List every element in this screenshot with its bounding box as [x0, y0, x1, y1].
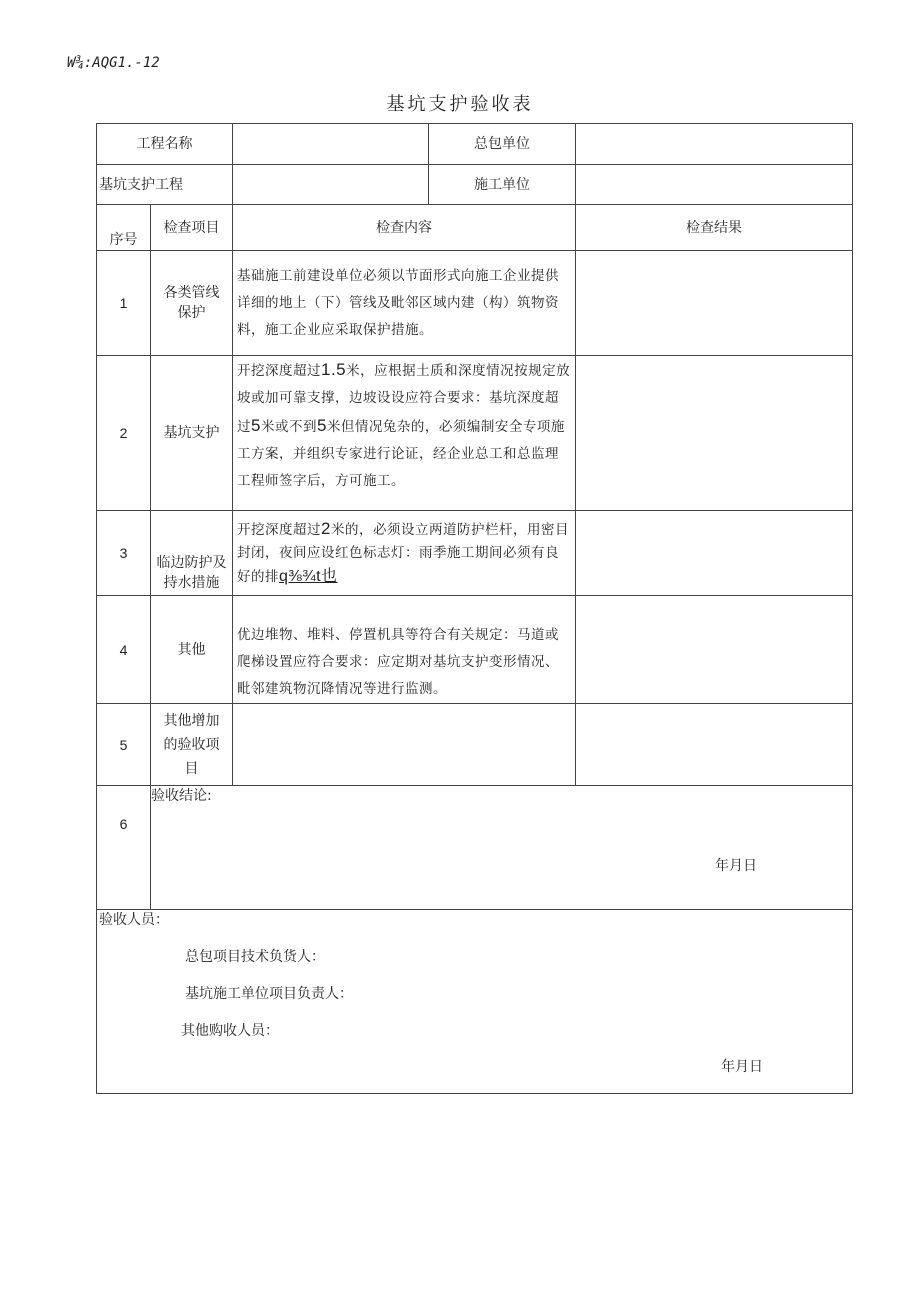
row-number: 1 — [97, 251, 151, 356]
table-row — [97, 704, 853, 786]
check-result-field[interactable] — [576, 251, 853, 356]
check-item: 临边防护及持水措施 — [151, 511, 233, 596]
content-number: 5 — [251, 416, 261, 435]
row-number: 2 — [97, 356, 151, 511]
pit-project-label: 基坑支护工程 — [97, 165, 233, 205]
check-item: 其他增加的验收项目 — [151, 704, 233, 786]
table-row — [97, 596, 853, 704]
garbled-text: q⅜¾t也 — [279, 568, 338, 585]
construction-unit-field[interactable] — [576, 165, 853, 205]
col-item-header: 检查项目 — [151, 205, 233, 251]
construction-unit-label: 施工单位 — [429, 165, 576, 205]
row-number: 4 — [97, 596, 151, 704]
content-text: 米但情况兔杂的，必须编制安全专项施工方案，并组织专家进行论证，经企业总工和总监理工程师签字后，方可施工。 — [237, 419, 565, 489]
other-staff-signature[interactable]: 其他购收人员： — [181, 1023, 279, 1039]
row-number: 5 — [97, 704, 151, 786]
check-item: 各类管线保护 — [151, 251, 233, 356]
check-content: 基础施工前建设单位必须以节面形式向施工企业提供详细的地上（下）管线及毗邻区域内建（构）筑物资料，施工企业应采取保护措施。 — [233, 251, 576, 356]
content-text: 开挖深度超过 — [237, 522, 321, 538]
pit-unit-lead-signature[interactable]: 基坑施工单位项目负责人： — [185, 986, 353, 1002]
check-item: 其他 — [151, 596, 233, 704]
header-row-project — [97, 124, 853, 165]
check-content — [233, 511, 576, 596]
check-content: 优边堆物、堆料、停置机具等符合有关规定：马道或爬梯设置应符合要求：应定期对基坑支护变形情况、毗邻建筑物沉降情况等进行监测。 — [233, 596, 576, 704]
project-name-field[interactable] — [233, 124, 429, 165]
pit-project-field[interactable] — [233, 165, 429, 205]
table-row — [97, 251, 853, 356]
conclusion-row — [97, 786, 853, 910]
row-number: 3 — [97, 511, 151, 596]
staff-date: 年月日 — [721, 1059, 763, 1075]
conclusion-label: 验收结论: — [151, 788, 212, 804]
column-header-row — [97, 205, 853, 251]
check-content — [233, 356, 576, 511]
content-number: 2 — [321, 519, 331, 538]
row-number: 6 — [97, 786, 151, 910]
check-result-field[interactable] — [576, 511, 853, 596]
content-text: 开挖深度超过 — [237, 363, 321, 379]
staff-label: 验收人员： — [99, 912, 169, 928]
check-item: 基坑支护 — [151, 356, 233, 511]
general-contractor-field[interactable] — [576, 124, 853, 165]
check-result-field[interactable] — [576, 704, 853, 786]
table-row — [97, 356, 853, 511]
staff-row — [97, 910, 853, 1094]
check-result-field[interactable] — [576, 356, 853, 511]
conclusion-date: 年月日 — [715, 858, 757, 874]
acceptance-staff-section — [97, 910, 853, 1094]
acceptance-form-table — [96, 123, 853, 1094]
general-tech-lead-signature[interactable]: 总包项目技术负货人： — [185, 949, 325, 965]
project-name-label: 工程名称 — [97, 124, 233, 165]
document-code: W¾:AQG1.-12 — [67, 55, 160, 71]
check-result-field[interactable] — [576, 596, 853, 704]
col-seq-header: 序号 — [97, 205, 151, 251]
col-result-header: 检查结果 — [576, 205, 853, 251]
content-number: 1.5 — [321, 360, 347, 379]
general-contractor-label: 总包单位 — [429, 124, 576, 165]
col-content-header: 检查内容 — [233, 205, 576, 251]
content-text: 米的，必须设立两道防护栏杆，用密目封闭，夜间应设红色标志灯：雨季施工期间必须有良好的排 — [237, 522, 569, 585]
content-number: 5 — [316, 416, 327, 435]
header-row-pit — [97, 165, 853, 205]
content-text: 米，应根据土质和深度情况按规定放坡或加可靠支撑，边坡设设应符合要求：基坑深度超过 — [237, 363, 571, 435]
table-row — [97, 511, 853, 596]
page-title: 基坑支护验收表 — [386, 94, 534, 115]
content-text: 米或不到 — [260, 419, 317, 435]
conclusion-field[interactable] — [151, 786, 853, 910]
check-content-field[interactable] — [233, 704, 576, 786]
